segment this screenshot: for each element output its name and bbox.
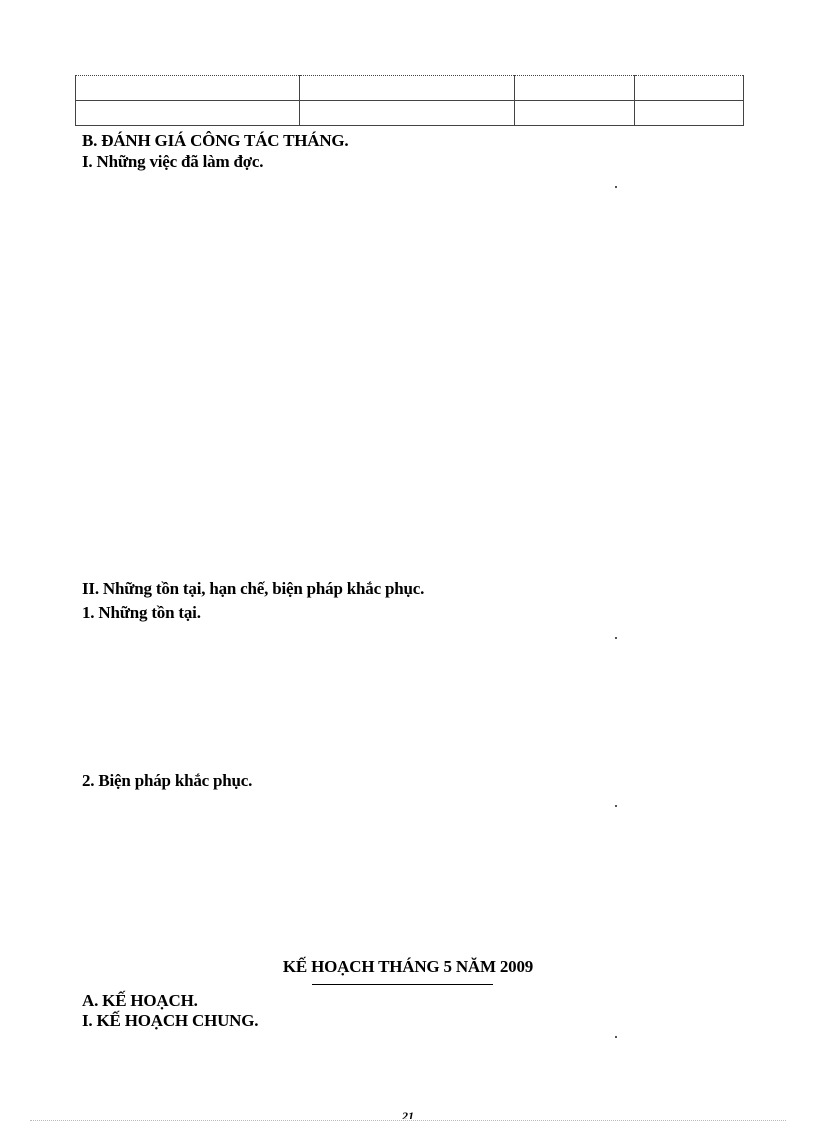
plan-title: KẾ HOẠCH THÁNG 5 NĂM 2009 <box>282 957 534 976</box>
table-cell <box>635 101 744 126</box>
section-b-heading: B. ĐÁNH GIÁ CÔNG TÁC THÁNG. <box>82 131 349 150</box>
plan-a-i-heading: I. KẾ HOẠCH CHUNG. <box>82 1011 259 1030</box>
summary-table <box>75 75 744 126</box>
section-ii-1-heading: 1. Những tồn tại. <box>82 603 201 622</box>
section-ii-2-heading: 2. Biện pháp khắc phục. <box>82 771 253 790</box>
table-cell <box>300 101 515 126</box>
table-cell <box>76 101 300 126</box>
plan-a-heading: A. KẾ HOẠCH. <box>82 991 198 1010</box>
table-cell <box>515 76 635 101</box>
table-cell <box>515 101 635 126</box>
stray-dot <box>615 805 617 807</box>
stray-dot <box>615 1036 617 1038</box>
footer-rule <box>30 1120 786 1121</box>
section-i-heading: I. Những việc đã làm đợc. <box>82 152 264 171</box>
stray-dot <box>615 186 617 188</box>
table-row <box>76 76 744 101</box>
stray-dot <box>615 637 617 639</box>
table-cell <box>635 76 744 101</box>
table-cell <box>300 76 515 101</box>
table-row <box>76 101 744 126</box>
plan-title-underline <box>312 984 493 985</box>
table-cell <box>76 76 300 101</box>
page-number: 21 <box>402 1110 414 1119</box>
section-ii-heading: II. Những tồn tại, hạn chế, biện pháp khắc phục. <box>82 579 425 598</box>
